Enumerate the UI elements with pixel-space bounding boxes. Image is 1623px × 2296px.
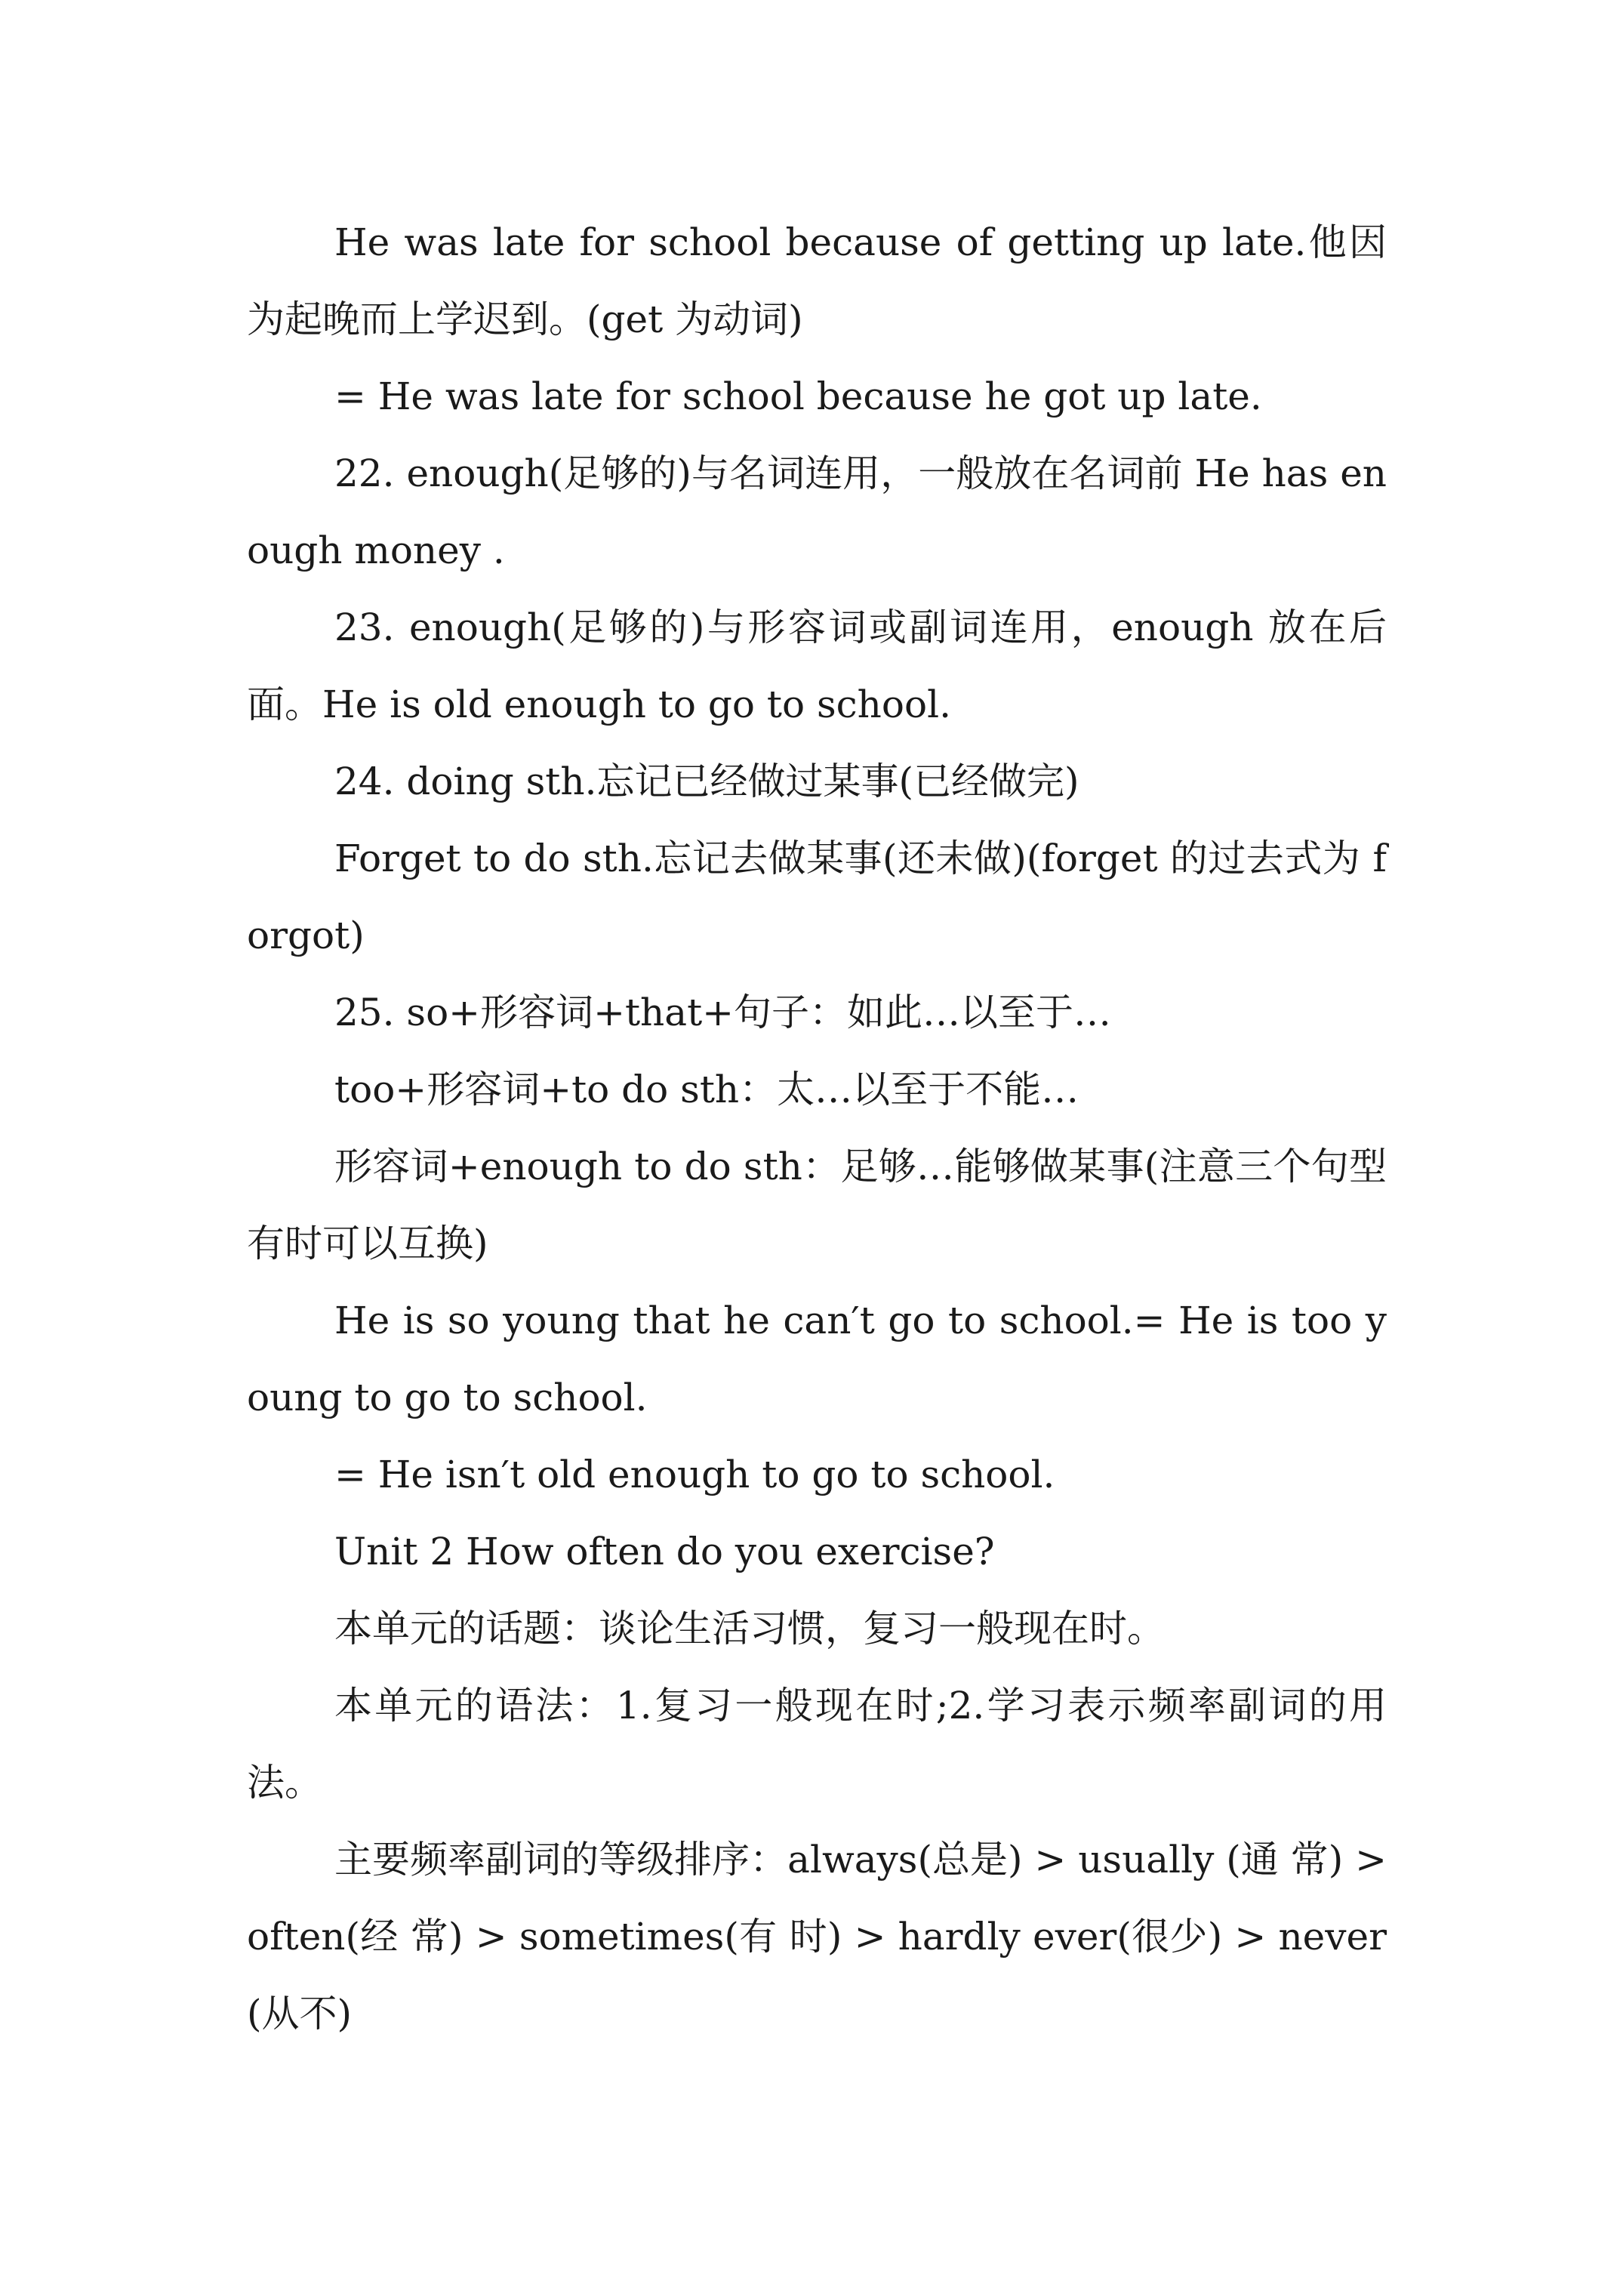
paragraph-unit-topic: 本单元的话题：谈论生活习惯，复习一般现在时。 bbox=[334, 1607, 1165, 1650]
paragraph-item-24: 24. doing sth.忘记已经做过某事(已经做完) bbox=[334, 760, 1079, 803]
paragraph-unit-grammar: 本单元的语法：1.复习一般现在时;2.学习表示频率副词的用法。 bbox=[247, 1684, 1387, 1804]
paragraph-late-for-school: He was late for school because of getting up late.他因为起晚而上学迟到。(get 为动词) bbox=[247, 220, 1387, 341]
paragraph-enough-to: 形容词+enough to do sth：足够…能够做某事(注意三个句型有时可以互换) bbox=[247, 1145, 1387, 1265]
document-body bbox=[247, 204, 1387, 2052]
unit-2-heading: Unit 2 How often do you exercise? bbox=[334, 1530, 995, 1573]
paragraph-too-to: too+形容词+to do sth：太…以至于不能… bbox=[334, 1068, 1079, 1111]
paragraph-frequency-adverbs: 主要频率副词的等级排序：always(总是) > usually (通 常) > often(经 常) > sometimes(有 时) > hardly ever(很少) > never(从不) bbox=[247, 1838, 1387, 2036]
paragraph-item-25: 25. so+形容词+that+句子：如此…以至于… bbox=[334, 991, 1112, 1034]
paragraph-not-old-enough: = He isn′t old enough to go to school. bbox=[334, 1453, 1055, 1496]
paragraph-item-22: 22. enough(足够的)与名词连用，一般放在名词前 He has enough money . bbox=[247, 451, 1387, 572]
paragraph-so-young-example: He is so young that he can′t go to school.= He is too young to go to school. bbox=[247, 1299, 1387, 1419]
paragraph-got-up-late: = He was late for school because he got up late. bbox=[334, 374, 1262, 418]
paragraph-forget-to-do: Forget to do sth.忘记去做某事(还未做)(forget 的过去式为 forgot) bbox=[247, 837, 1387, 957]
paragraph-item-23: 23. enough(足够的)与形容词或副词连用，enough 放在后面。He is old enough to go to school. bbox=[247, 606, 1387, 726]
